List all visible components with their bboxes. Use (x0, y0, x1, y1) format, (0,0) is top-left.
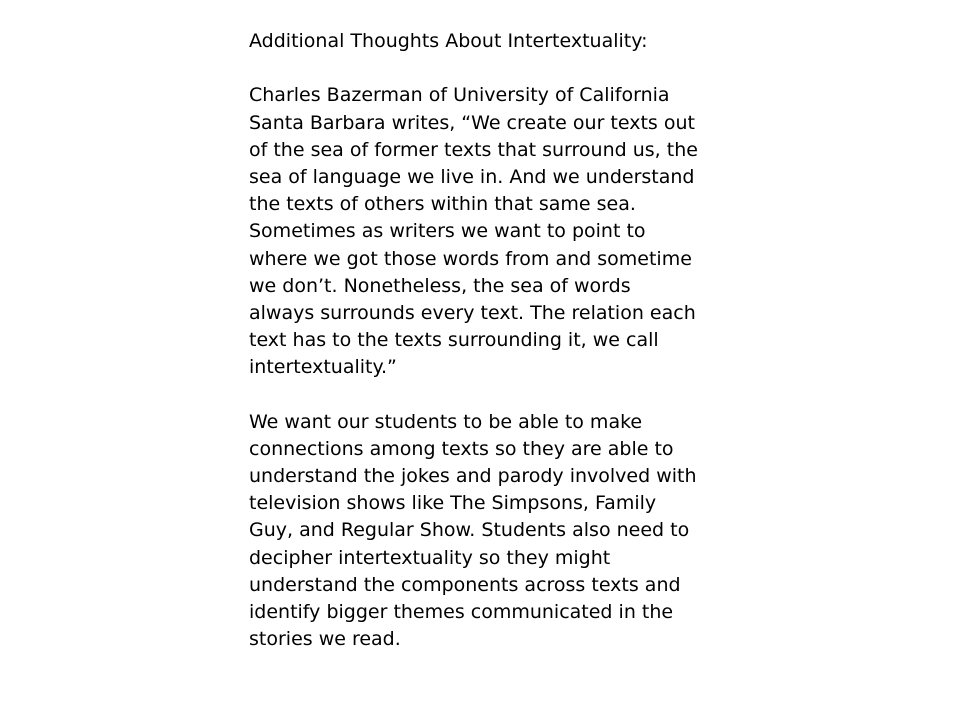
paragraph-line: Sometimes as writers we want to point to (249, 220, 646, 243)
paragraph-line: understand the jokes and parody involved with (249, 465, 697, 487)
paragraph-line: television shows like The Simpsons, Family (249, 492, 657, 515)
paragraph-line: We want our students to be able to make (249, 410, 643, 433)
paragraph-line: Guy, and Regular Show. Students also need to (249, 519, 690, 542)
paragraph-line: text has to the texts surrounding it, we call (249, 329, 659, 352)
paragraph-line: where we got those words from and sometime (249, 247, 692, 270)
paragraph-line: the texts of others within that same sea. (249, 193, 636, 216)
students-paragraph (249, 409, 719, 654)
paragraph-line: identify bigger themes communicated in the (249, 600, 674, 623)
paragraph-line: we don’t. Nonetheless, the sea of words (249, 274, 631, 297)
slide-title: Additional Thoughts About Intertextuality: (249, 30, 648, 52)
paragraph-line: Charles Bazerman of University of California (249, 84, 670, 107)
paragraph-line: intertextuality.” (249, 356, 397, 379)
paragraph-line: understand the components across texts and (249, 573, 681, 596)
quote-paragraph (249, 82, 719, 381)
slide-text-body (249, 28, 719, 653)
paragraph-line: sea of language we live in. And we understand (249, 165, 695, 188)
paragraph-line: Santa Barbara writes, “We create our texts out (249, 111, 695, 134)
paragraph-line: connections among texts so they are able to (249, 437, 674, 460)
paragraph-spacer (249, 55, 719, 82)
paragraph-line: decipher intertextuality so they might (249, 546, 611, 569)
paragraph-line: stories we read. (249, 628, 401, 651)
paragraph-line: always surrounds every text. The relation each (249, 301, 696, 324)
paragraph-line: of the sea of former texts that surround us, the (249, 138, 698, 161)
paragraph-spacer (249, 381, 719, 408)
